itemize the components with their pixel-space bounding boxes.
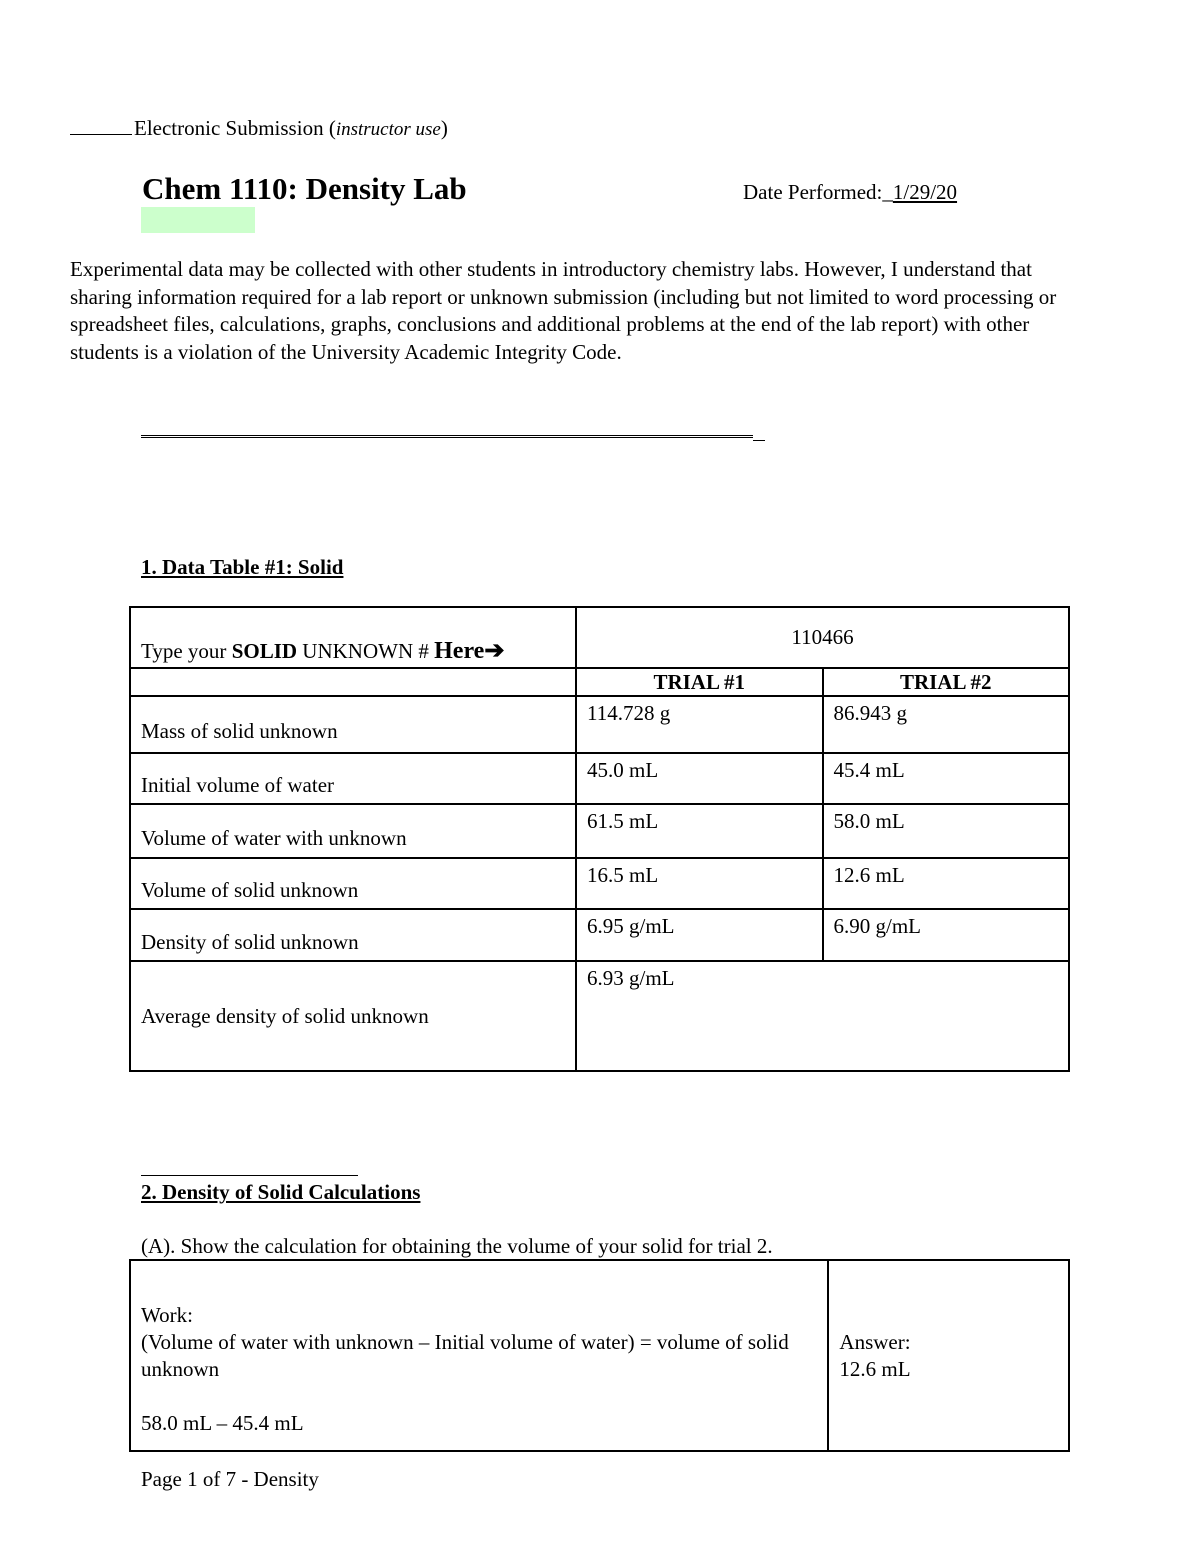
- average-value[interactable]: 6.93 g/mL: [576, 961, 1069, 1071]
- electronic-submission-line: [70, 116, 448, 141]
- work-answer-table: [129, 1259, 1070, 1452]
- work-label: Work:: [141, 1303, 193, 1327]
- trial1-value[interactable]: 45.0 mL: [576, 753, 822, 804]
- row-label: Mass of solid unknown: [130, 696, 576, 753]
- trial2-value[interactable]: 45.4 mL: [823, 753, 1070, 804]
- trial2-header: TRIAL #2: [823, 668, 1070, 696]
- work-formula: (Volume of water with unknown – Initial volume of water) = volume of solid unknown: [141, 1330, 789, 1381]
- date-value: 1/29/20: [892, 180, 958, 204]
- trial2-value[interactable]: 86.943 g: [823, 696, 1070, 753]
- table-row: [130, 909, 1069, 961]
- section1-heading: 1. Data Table #1: Solid: [141, 555, 344, 579]
- page-title: Chem 1110: Density Lab: [142, 171, 467, 206]
- date-performed: [743, 180, 957, 205]
- row-label: Density of solid unknown: [130, 909, 576, 961]
- trial1-value[interactable]: 16.5 mL: [576, 858, 822, 909]
- unknown-label-bold: SOLID: [231, 639, 298, 663]
- trial2-value[interactable]: 58.0 mL: [823, 804, 1070, 858]
- answer-label: Answer:: [839, 1330, 911, 1354]
- section2-heading: 2. Density of Solid Calculations: [141, 1180, 421, 1204]
- close-paren: ): [440, 116, 448, 140]
- answer-cell[interactable]: [828, 1260, 1069, 1451]
- page-footer: Page 1 of 7 - Density: [141, 1467, 319, 1491]
- table-row: [130, 858, 1069, 909]
- question-a: (A). Show the calculation for obtaining the volume of your solid for trial 2.: [141, 1234, 773, 1258]
- unknown-label-suffix: UNKNOWN #: [297, 639, 435, 663]
- signature-line-tail: [753, 440, 765, 441]
- trial-header-row: [130, 668, 1069, 696]
- trial2-value[interactable]: 12.6 mL: [823, 858, 1070, 909]
- electronic-submission-label: Electronic Submission (: [134, 116, 336, 140]
- unknown-number-row: [130, 607, 1069, 668]
- trial1-value[interactable]: 114.728 g: [576, 696, 822, 753]
- date-label: Date Performed:_: [743, 180, 893, 204]
- unknown-label-prefix: Type your: [141, 639, 232, 663]
- unknown-number-label: [130, 607, 576, 668]
- row-label: Volume of water with unknown: [130, 804, 576, 858]
- data-table-solid: [129, 606, 1070, 1072]
- work-spacer: [141, 1383, 819, 1410]
- row-label: Volume of solid unknown: [130, 858, 576, 909]
- answer-value: 12.6 mL: [839, 1357, 911, 1381]
- row-label: Initial volume of water: [130, 753, 576, 804]
- right-arrow-icon: ➔: [484, 638, 505, 664]
- trial1-value[interactable]: 6.95 g/mL: [576, 909, 822, 961]
- integrity-statement: Experimental data may be collected with other students in introductory chemistry labs. However, I understand that sharing information required for a lab report or unknown submission (including but not limited to word processing or spreadsheet files, calculations, graphs, conclusions and additional problems at the end of the lab report) with other students is a violation of the University Academic Integrity Code.: [70, 257, 1057, 364]
- work-cell[interactable]: [130, 1260, 828, 1451]
- trial1-header: TRIAL #1: [576, 668, 822, 696]
- section-divider: [141, 1175, 358, 1176]
- trial2-value[interactable]: 6.90 g/mL: [823, 909, 1070, 961]
- instructor-blank: [70, 116, 132, 135]
- here-label: Here: [434, 638, 485, 664]
- signature-line: [141, 435, 753, 438]
- name-highlight-field: [141, 207, 255, 233]
- table-row: [130, 696, 1069, 753]
- blank-header-cell: [130, 668, 576, 696]
- instructor-use-label: instructor use: [335, 119, 441, 140]
- work-numbers: 58.0 mL – 45.4 mL: [141, 1411, 304, 1435]
- table-row: [130, 804, 1069, 858]
- average-label: Average density of solid unknown: [130, 961, 576, 1071]
- trial1-value[interactable]: 61.5 mL: [576, 804, 822, 858]
- average-row: [130, 961, 1069, 1071]
- table-row: [130, 753, 1069, 804]
- unknown-number-value[interactable]: 110466: [576, 607, 1069, 668]
